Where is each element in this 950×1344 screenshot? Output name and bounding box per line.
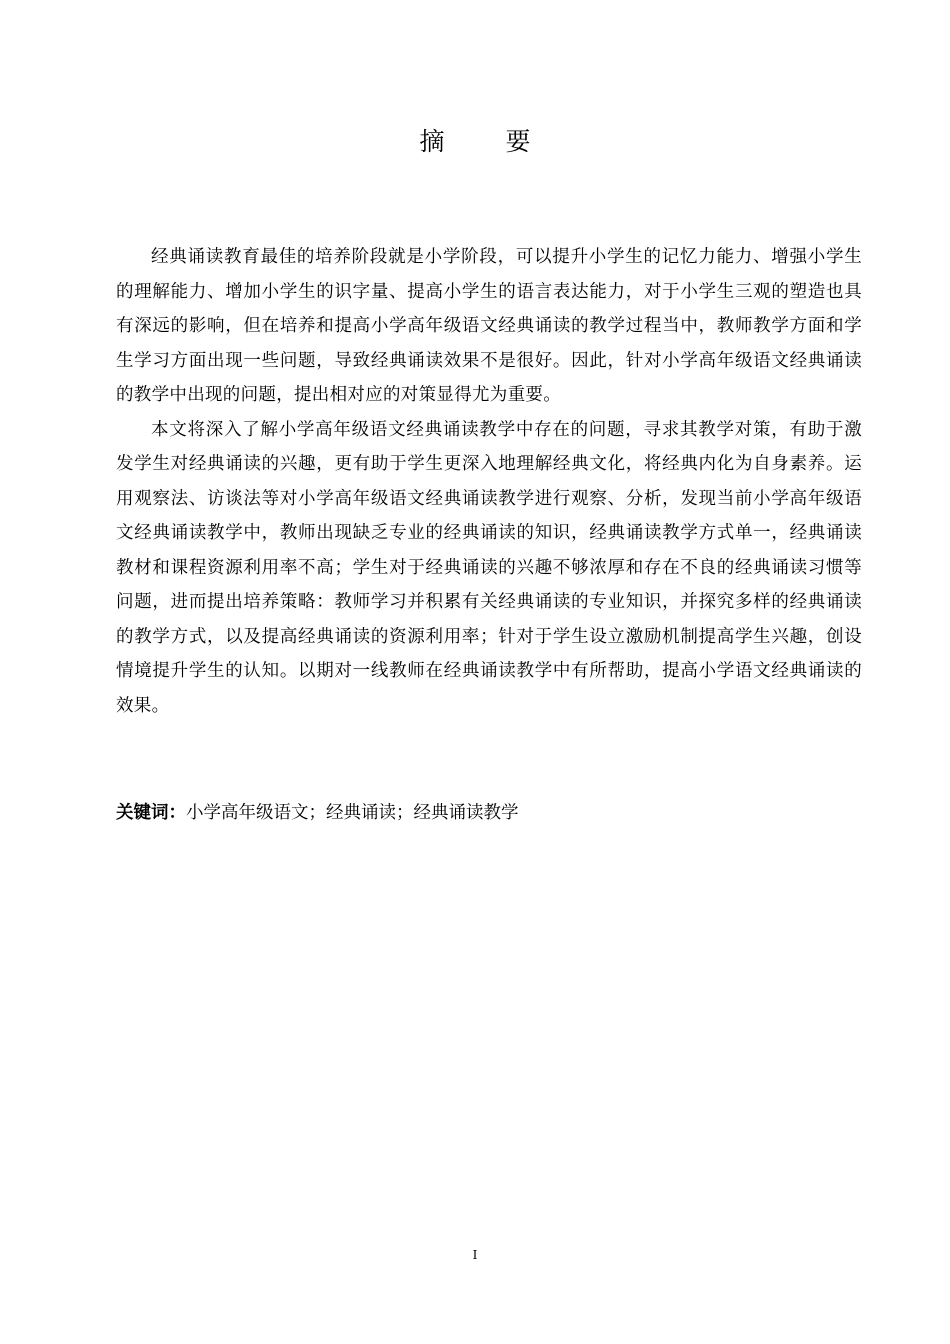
page-number: I	[472, 1248, 478, 1262]
abstract-paragraph-2: 本文将深入了解小学高年级语文经典诵读教学中存在的问题，寻求其教学对策，有助于激发学生对经典诵读的兴趣，更有助于学生更深入地理解经典文化，将经典内化为自身素养。运用观察法、访谈法等对小学高年级语文经典诵读教学进行观察、分析，发现当前小学高年级语文经典诵读教学中，教师出现缺乏专业的经典诵读的知识，经典诵读教学方式单一，经典诵读教材和课程资源利用率不高；学生对于经典诵读的兴趣不够浓厚和存在不良的经典诵读习惯等问题，进而提出培养策略：教师学习并积累有关经典诵读的专业知识，并探究多样的经典诵读的教学方式，以及提高经典诵读的资源利用率；针对于学生设立激励机制提高学生兴趣，创设情境提升学生的认知。以期对一线教师在经典诵读教学中有所帮助，提高小学语文经典诵读的效果。	[116, 419, 862, 716]
keywords-line	[116, 796, 862, 830]
page-title: 摘 要	[419, 127, 549, 156]
abstract-body	[116, 240, 862, 723]
abstract-paragraph-1: 经典诵读教育最佳的培养阶段就是小学阶段，可以提升小学生的记忆力能力、增强小学生的理解能力、增加小学生的识字量、提高小学生的语言表达能力，对于小学生三观的塑造也具有深远的影响，但在培养和提高小学高年级语文经典诵读的教学过程当中，教师教学方面和学生学习方面出现一些问题，导致经典诵读效果不是很好。因此，针对小学高年级语文经典诵读的教学中出现的问题，提出相对应的对策显得尤为重要。	[116, 247, 862, 405]
keywords-label: 关键词：	[116, 803, 186, 823]
keywords-value: 小学高年级语文；经典诵读；经典诵读教学	[186, 803, 519, 823]
